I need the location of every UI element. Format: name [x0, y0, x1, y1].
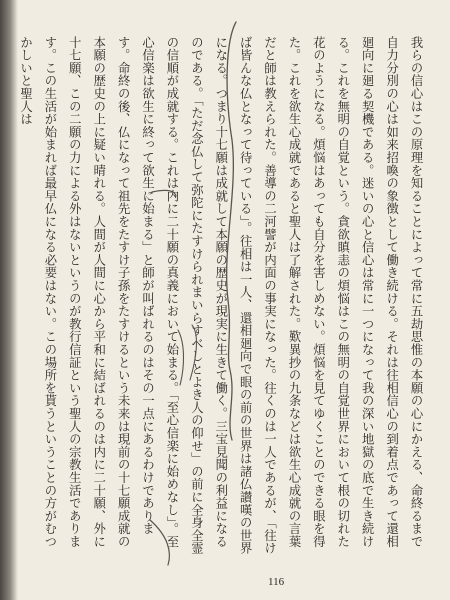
page-number: 116: [268, 576, 285, 588]
paragraph: 我らの信心はこの原理を知ることによって常に五劫思惟の本願の心にかえる、命終るまで自力分別の心は如来招喚の象徴として働き続ける。それは往相信心の到着点であって還相廻向に廻る契機である。迷いの心と信心は常に一つになって我の深い地獄の底で生き続ける。これを無明の自覚という。貪欲瞋恚の煩悩はこの無明の自覚世界において根の切れた花のようになる。煩悩はあっても自分を害しめない。煩悩を見てゆくことのできる眼を得た。これを欲生心成就であると聖人は了解された。歎異抄の九条などは欲生心成就の言葉だと師は教えられた。善導の二河譬が内面の事実になった。往くのは一人であるが、「往けば皆んな仏となって待っている」。往相は一人、還相廻向で眼の前の世界は諸仏讃嘆の世界になる。つまり十七願は成就して本願の歴史が現実に生きて働く。三宝見聞の利益になるのである。「ただ念仏して弥陀にたすけられまいらすべしとよき人の仰せ」の前に全身全霊の信順が成就する。これは内に二十願の真義において始まる。「至心信楽に始めなし」。至心信楽は欲生に終って欲生に始まる」と師が叫ばれるのはその一点にあるわけであります。命終の後、仏になって祖先をたすけ子孫をたすけるという未来は現前の十七願成就の本願の歴史の上に疑い晴れる。人間が人間に心から平和に結ばれるのは内に二十願、外に十七願、この二願の力による外はないというのが教行信証という聖人の宗教生活であります。この生活が始まれば最早仏になる必要はない。この場所を貰うということの方がむつかしいと聖人は: [18, 36, 423, 555]
body-text: [13, 36, 428, 556]
